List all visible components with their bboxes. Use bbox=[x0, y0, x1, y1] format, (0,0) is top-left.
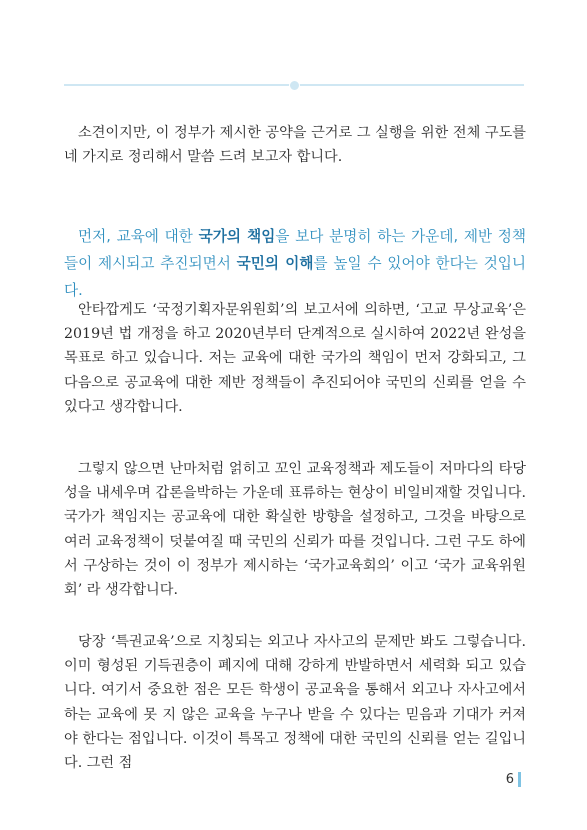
paragraph-3 bbox=[64, 298, 526, 419]
paragraph-1 bbox=[64, 121, 526, 169]
highlight-part-1: 먼저, 교육에 대한 bbox=[78, 228, 199, 245]
paragraph-5-text: 당장 ‘특권교육’으로 지칭되는 외고나 자사고의 문제만 봐도 그렇습니다. 이미 형성된 기득권층이 폐지에 대해 강하게 반발하면서 세력화 되고 있습니다. 여기서 중요한 점은 모든 학생이 공교육을 통해서 외고나 자사고에서 하는 교육에 못 지 않은 교육을 누구나 받을 수 있다는 믿음과 기대가 커져야 한다는 점입니다. 이것이 특목고 정책에 대한 국민의 신뢰를 얻는 길입니다. 그런 점 bbox=[64, 634, 526, 772]
divider-dot bbox=[289, 80, 300, 91]
paragraph-4-text: 그렇지 않으면 난마처럼 얽히고 꼬인 교육정책과 제도들이 저마다의 타당성을 내세우며 갑론을박하는 가운데 표류하는 현상이 비일비재할 것입니다. 국가가 책임지는 공교육에 대한 확실한 방향을 설정하고, 그것을 바탕으로 여러 교육정책이 덧붙여질 때 국민의 신뢰가 따를 것입니다. 그런 구도 하에서 구상하는 것이 이 정부가 제시하는 ‘국가교육회의’ 이고 ‘국가 교육위원회’ 라 생각합니다. bbox=[64, 461, 526, 599]
paragraph-5 bbox=[64, 630, 526, 775]
page-number-text: 6 bbox=[505, 772, 514, 787]
page-marker-bar bbox=[518, 772, 521, 787]
paragraph-4 bbox=[64, 457, 526, 602]
highlight-text bbox=[64, 223, 526, 304]
paragraph-1-text: 소견이지만, 이 정부가 제시한 공약을 근거로 그 실행을 위한 전체 구도를 네 가지로 정리해서 말씀 드려 보고자 합니다. bbox=[64, 125, 526, 166]
highlight-part-3: 를 높일 수 있어야 한다는 것입니다. bbox=[64, 255, 527, 299]
paragraph-3-text: 안타깝게도 ‘국정기획자문위원회’의 보고서에 의하면, ‘고교 무상교육’은 2019년 법 개정을 하고 2020년부터 단계적으로 실시하여 2022년 완성을 목표로 하고 있습니다. 저는 교육에 대한 국가의 책임이 먼저 강화되고, 그 다음으로 공교육에 대한 제반 정책들이 추진되어야 국민의 신뢰를 얻을 수 있다고 생각합니다. bbox=[64, 302, 526, 415]
highlight-emphasis-2: 국민의 이해 bbox=[236, 255, 314, 272]
highlight-emphasis-1: 국가의 책임 bbox=[198, 228, 276, 245]
highlight-paragraph bbox=[64, 223, 526, 304]
page-number bbox=[506, 772, 521, 787]
highlight-part-2: 을 보다 분명히 하는 가운데, 제반 정책들이 제시되고 추진되면서 bbox=[64, 228, 527, 272]
